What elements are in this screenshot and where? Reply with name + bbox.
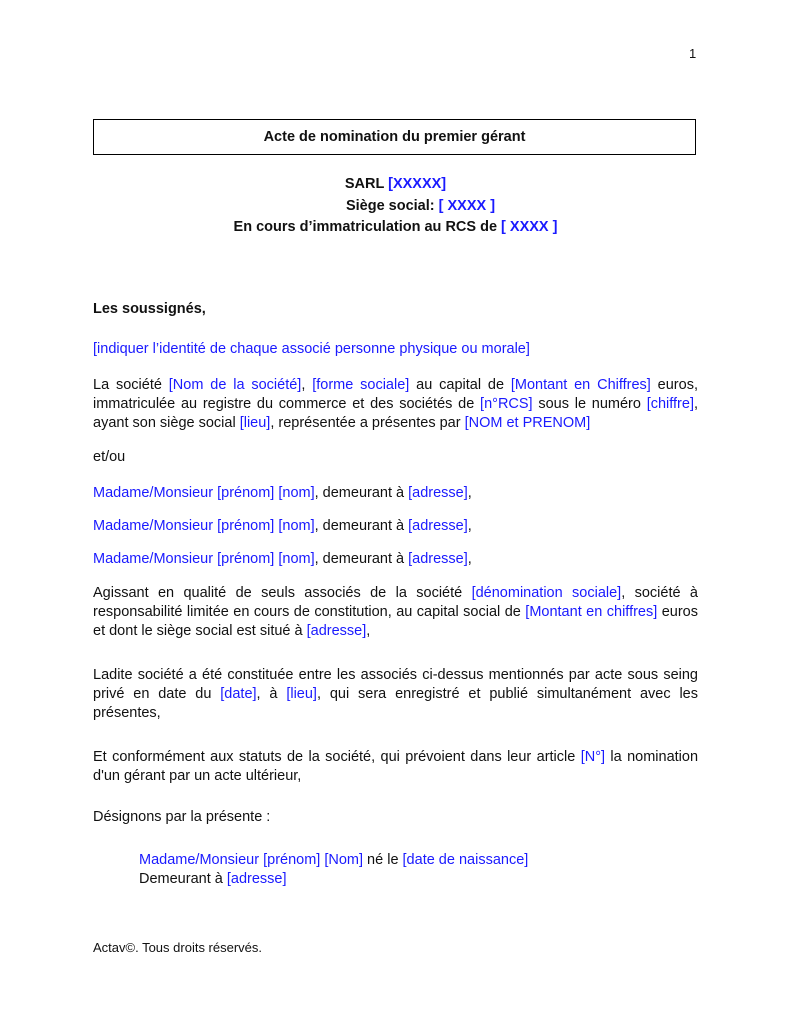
siege-placeholder: [ XXXX ]	[438, 198, 496, 214]
etou-text: et/ou	[93, 449, 126, 465]
text: , demeurant à	[314, 485, 409, 501]
text: euros, immatriculée au registre du commerce et des sociétés de	[93, 377, 698, 412]
placeholder-montant: [Montant en chiffres]	[525, 604, 658, 620]
placeholder-person-name: Madame/Monsieur [prénom] [nom]	[93, 518, 315, 534]
placeholder-person-name: Madame/Monsieur [prénom] [nom]	[93, 485, 315, 501]
text: Et conformément aux statuts de la société, qui prévoient dans leur article	[93, 749, 581, 765]
person-line	[93, 484, 698, 503]
placeholder-date: [date]	[220, 686, 257, 702]
placeholder-nom-societe: [Nom de la société]	[168, 377, 302, 393]
sarl-line	[93, 176, 698, 192]
text: sous le numéro	[532, 396, 647, 412]
text: euros et dont le siège social est situé à	[93, 604, 698, 639]
text: Demeurant à	[139, 871, 227, 887]
placeholder-adresse: [adresse]	[408, 485, 468, 501]
placeholder-lieu: [lieu]	[286, 686, 317, 702]
person-line	[93, 517, 698, 536]
identite-placeholder: [indiquer l’identité de chaque associé personne physique ou morale]	[93, 341, 530, 357]
ladite-paragraph	[93, 666, 698, 723]
footer-copyright: Actav©. Tous droits réservés.	[93, 940, 263, 955]
text: ,	[467, 551, 472, 567]
placeholder-adresse: [adresse]	[306, 623, 367, 639]
agissant-paragraph	[93, 584, 698, 641]
person-line	[93, 550, 698, 569]
text: , à	[256, 686, 287, 702]
text: ,	[467, 518, 472, 534]
document-title: Acte de nomination du premier gérant	[263, 129, 526, 145]
placeholder-gerant-name: Madame/Monsieur [prénom] [Nom]	[139, 852, 364, 868]
placeholder-nrcs: [n°RCS]	[480, 396, 533, 412]
text: , demeurant à	[314, 551, 409, 567]
placeholder-adresse: [adresse]	[226, 871, 287, 887]
conformement-paragraph	[93, 748, 698, 786]
text: , qui sera enregistré et publié simultanément avec les présentes,	[93, 686, 698, 721]
text: la nomination d'un gérant par un acte ultérieur,	[93, 749, 699, 784]
text: Ladite société a été constituée entre les associés ci-dessus mentionnés par acte sous seing privé en date du	[93, 667, 698, 702]
placeholder-nom-prenom: [NOM et PRENOM]	[464, 415, 591, 431]
gerant-name-line	[139, 851, 699, 870]
placeholder-chiffre: [chiffre]	[646, 396, 694, 412]
sarl-placeholder: [XXXXX]	[388, 176, 447, 192]
placeholder-denomination: [dénomination sociale]	[471, 585, 622, 601]
document-title-box	[93, 119, 696, 155]
placeholder-lieu: [lieu]	[239, 415, 271, 431]
text: , ayant son siège social	[93, 396, 698, 431]
rcs-placeholder: [ XXXX ]	[501, 219, 558, 235]
text: Agissant en qualité de seuls associés de la société	[93, 585, 472, 601]
rcs-line	[93, 219, 698, 235]
designons-text: Désignons par la présente :	[93, 809, 271, 825]
text: , demeurant à	[314, 518, 409, 534]
placeholder-montant: [Montant en Chiffres]	[510, 377, 651, 393]
placeholder-adresse: [adresse]	[408, 551, 468, 567]
text: ,	[301, 377, 313, 393]
societe-paragraph	[93, 376, 698, 433]
siege-line	[93, 198, 698, 214]
placeholder-adresse: [adresse]	[408, 518, 468, 534]
sarl-label: SARL	[344, 176, 385, 192]
siege-label: Siège social:	[345, 198, 435, 214]
text: né le	[363, 852, 403, 868]
text: , représentée a présentes par	[270, 415, 465, 431]
rcs-label: En cours d’immatriculation au RCS de	[233, 219, 498, 235]
text: , société à responsabilité limitée en cours de constitution, au capital social de	[93, 585, 698, 620]
placeholder-date-naissance: [date de naissance]	[402, 852, 529, 868]
page-number: 1	[689, 46, 697, 61]
placeholder-forme-sociale: [forme sociale]	[312, 377, 410, 393]
gerant-address-line	[139, 870, 699, 889]
soussignes-heading: Les soussignés,	[93, 301, 206, 317]
placeholder-article-number: [N°]	[580, 749, 606, 765]
text: au capital de	[409, 377, 511, 393]
text: ,	[366, 623, 371, 639]
placeholder-person-name: Madame/Monsieur [prénom] [nom]	[93, 551, 315, 567]
text: La société	[93, 377, 169, 393]
text: ,	[467, 485, 472, 501]
